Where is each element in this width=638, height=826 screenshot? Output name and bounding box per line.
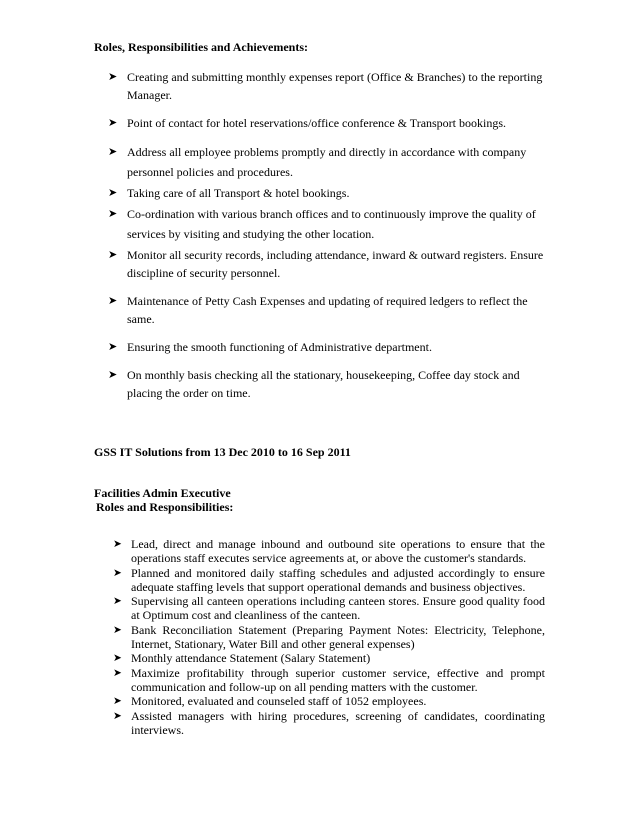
- list-item: ➤ Bank Reconciliation Statement (Preparing Payment Notes: Electricity, Telephone, Internet, Stationary, Water Bill and other general expenses): [113, 622, 545, 652]
- arrowhead-bullet-icon: ➤: [113, 695, 122, 708]
- arrowhead-bullet-icon: ➤: [108, 207, 118, 220]
- list-item: ➤ Creating and submitting monthly expenses report (Office & Branches) to the reporting Manager.: [108, 70, 543, 102]
- responsibilities-list-1: [108, 68, 548, 402]
- list-item: ➤ Taking care of all Transport & hotel bookings.: [108, 186, 350, 200]
- list-item: ➤ Monthly attendance Statement (Salary Statement): [113, 651, 371, 666]
- employer-heading: GSS IT Solutions from 13 Dec 2010 to 16 Sep 2011: [94, 445, 351, 459]
- arrowhead-bullet-icon: ➤: [108, 186, 118, 199]
- list-item: ➤ Ensuring the smooth functioning of Administrative department.: [108, 340, 432, 354]
- section-heading-roles: Roles and Responsibilities:: [96, 500, 234, 514]
- arrowhead-bullet-icon: ➤: [113, 538, 122, 550]
- list-item: ➤ Monitored, evaluated and counseled staff of 1052 employees.: [113, 694, 427, 709]
- list-item: ➤ Supervising all canteen operations including canteen stores. Ensure good quality food at Optimum cost and cleanliness of the canteen.: [113, 594, 545, 623]
- job-title: Facilities Admin Executive: [94, 486, 231, 500]
- arrowhead-bullet-icon: ➤: [108, 116, 118, 129]
- arrowhead-bullet-icon: ➤: [108, 294, 118, 307]
- arrowhead-bullet-icon: ➤: [108, 145, 118, 158]
- list-item: ➤ On monthly basis checking all the stationary, housekeeping, Coffee day stock and placing the order on time.: [108, 368, 520, 400]
- arrowhead-bullet-icon: ➤: [113, 566, 122, 579]
- section-heading-roles-achievements: Roles, Responsibilities and Achievements:: [94, 40, 309, 54]
- list-item: ➤ Lead, direct and manage inbound and outbound site operations to ensure that the operations staff executes service agreements at, or above the customer's standards.: [113, 537, 545, 566]
- list-item: ➤ Address all employee problems promptly and directly in accordance with company personnel policies and procedures.: [108, 142, 548, 182]
- list-item: ➤ Monitor all security records, including attendance, inward & outward registers. Ensure discipline of security personnel.: [108, 248, 544, 280]
- arrowhead-bullet-icon: ➤: [108, 70, 118, 83]
- arrowhead-bullet-icon: ➤: [113, 709, 122, 722]
- list-item: ➤ Assisted managers with hiring procedures, screening of candidates, coordinating interviews.: [113, 708, 545, 737]
- list-item: ➤ Maximize profitability through superior customer service, effective and prompt communication and follow-up on all pending matters with the customer.: [113, 665, 545, 694]
- list-item: ➤ Maintenance of Petty Cash Expenses and updating of required ledgers to reflect the same.: [108, 294, 528, 326]
- arrowhead-bullet-icon: ➤: [113, 666, 122, 679]
- arrowhead-bullet-icon: ➤: [108, 248, 118, 261]
- responsibilities-list-2: [113, 537, 545, 737]
- list-item: ➤ Point of contact for hotel reservations/office conference & Transport bookings.: [108, 116, 507, 130]
- list-item: ➤ Planned and monitored daily staffing schedules and adjusted accordingly to ensure adequate staffing levels that support operational demands and business objectives.: [113, 565, 545, 594]
- arrowhead-bullet-icon: ➤: [108, 340, 118, 353]
- arrowhead-bullet-icon: ➤: [113, 652, 122, 665]
- arrowhead-bullet-icon: ➤: [113, 623, 122, 636]
- list-item: ➤ Co-ordination with various branch offices and to continuously improve the quality of services by visiting and studying the other location.: [108, 204, 548, 244]
- arrowhead-bullet-icon: ➤: [108, 368, 118, 381]
- arrowhead-bullet-icon: ➤: [113, 595, 122, 608]
